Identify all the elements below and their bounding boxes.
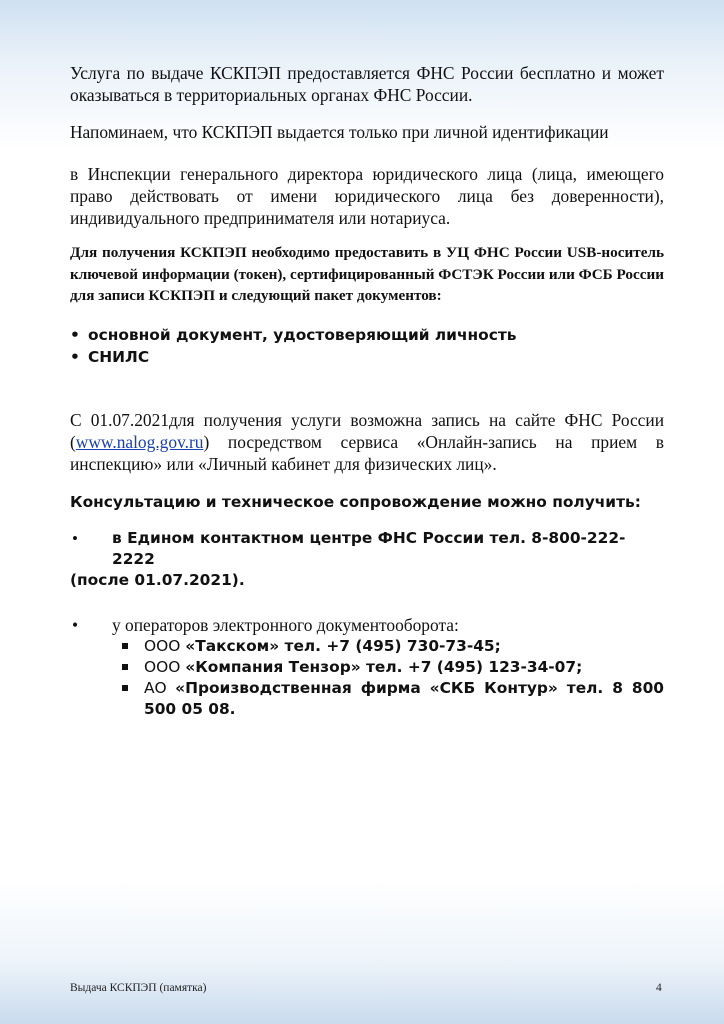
consult-heading: Консультацию и техническое сопровождение можно получить: bbox=[70, 492, 641, 511]
documents-list bbox=[70, 324, 664, 368]
bullet-icon: • bbox=[70, 325, 80, 344]
operators-intro: у операторов электронного документооборота: bbox=[112, 614, 459, 635]
document-body bbox=[70, 62, 664, 720]
square-bullet-icon bbox=[122, 664, 128, 670]
contact-center-date: (после 01.07.2021). bbox=[70, 570, 245, 589]
square-bullet-icon bbox=[122, 685, 128, 691]
operator-prefix: ООО bbox=[144, 636, 186, 655]
list-item bbox=[144, 678, 664, 720]
document-passport: основной документ, удостоверяющий личность bbox=[88, 325, 517, 344]
operator-prefix: АО bbox=[144, 678, 176, 697]
page-number: 4 bbox=[656, 982, 662, 994]
bullet-icon: • bbox=[72, 528, 78, 548]
list-item bbox=[144, 636, 664, 657]
contact-center-item bbox=[70, 528, 664, 591]
online-text-after: ) посредством сервиса «Онлайн-запись на прием в инспекцию» или «Личный кабинет для физических лиц». bbox=[70, 431, 664, 474]
paragraph-reminder: Напоминаем, что КСКПЭП выдается только при личной идентификации bbox=[70, 122, 609, 142]
list-item bbox=[70, 346, 664, 368]
operators-list bbox=[70, 636, 664, 720]
paragraph-identification: в Инспекции генерального директора юридического лица (лица, имеющего право действовать от имени юридического лица без доверенности), индивидуального предпринимателя или нотариуса. bbox=[70, 164, 664, 228]
operator-taxcom: «Такском» тел. +7 (495) 730-73-45; bbox=[185, 636, 501, 655]
contact-center-phone: в Едином контактном центре ФНС России тел. 8-800-222-2222 bbox=[112, 528, 626, 568]
operators-item bbox=[70, 614, 664, 636]
bullet-icon: • bbox=[72, 614, 79, 635]
operator-prefix: ООО bbox=[144, 657, 186, 676]
operator-tensor: «Компания Тензор» тел. +7 (495) 123-34-07; bbox=[185, 657, 583, 676]
paragraph-online-booking bbox=[70, 409, 664, 475]
list-item bbox=[70, 324, 664, 346]
square-bullet-icon bbox=[122, 643, 128, 649]
online-text-before: С 01.07.2021для получения услуги возможна запись на сайте ФНС России ( bbox=[70, 409, 664, 452]
operator-kontur: «Производственная фирма «СКБ Контур» тел. 8 800 500 05 08. bbox=[144, 678, 664, 718]
document-snils: СНИЛС bbox=[88, 347, 150, 366]
list-item bbox=[144, 657, 664, 678]
paragraph-requirements: Для получения КСКПЭП необходимо предоставить в УЦ ФНС России USB-носитель ключевой информации (токен), сертифицированный ФСТЭК России или ФСБ России для записи КСКПЭП и следующий пакет документов: bbox=[70, 244, 664, 304]
bullet-icon: • bbox=[70, 347, 80, 366]
footer-title: Выдача КСКПЭП (памятка) bbox=[70, 982, 207, 994]
paragraph-service-free: Услуга по выдаче КСКПЭП предоставляется ФНС России бесплатно и может оказываться в территориальных органах ФНС России. bbox=[70, 63, 664, 105]
nalog-link[interactable]: www.nalog.gov.ru bbox=[75, 431, 204, 452]
